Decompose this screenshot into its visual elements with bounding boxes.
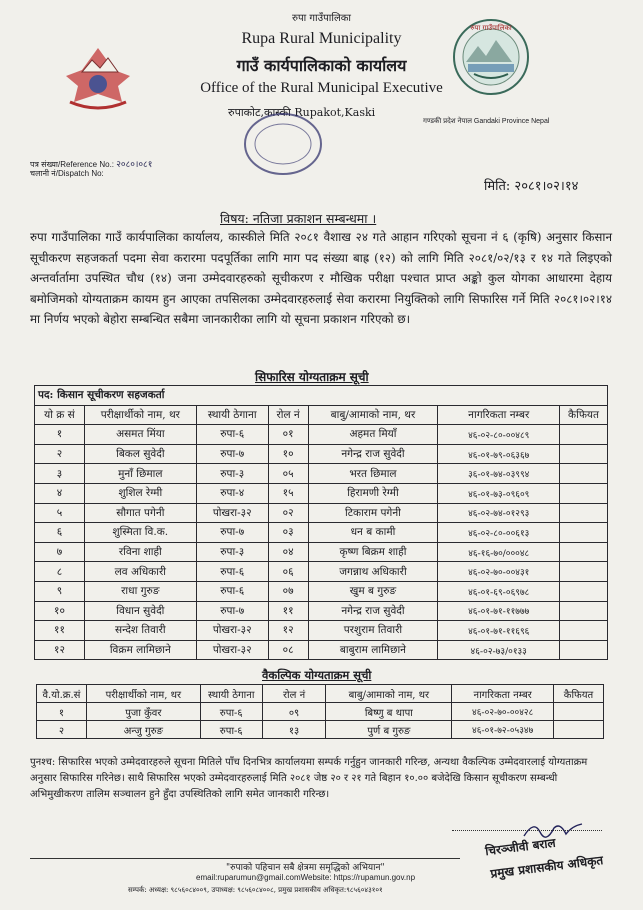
table-cell: ०७ [268, 581, 308, 601]
column-header: यो क्र सं [35, 405, 85, 425]
column-header: रोल नं [268, 405, 308, 425]
table-row [35, 503, 608, 523]
signature-line [452, 830, 602, 831]
table-cell [560, 581, 608, 601]
table-cell [560, 601, 608, 621]
table-cell: ११ [35, 621, 85, 641]
table-cell [560, 621, 608, 641]
post-label: पद: किसान सूचीकरण सहजकर्ता [35, 386, 438, 406]
signatory-title: प्रमुख प्रशासकीय अधिकृत [489, 853, 604, 881]
table-cell: लव अधिकारी [84, 562, 196, 582]
table-cell: १ [37, 703, 87, 721]
table-cell: ५ [35, 503, 85, 523]
table-cell: रुपा-६ [196, 425, 268, 445]
table-cell: शुस्मिता वि.क. [84, 523, 196, 543]
subject-line: विषय: नतिजा प्रकाशन सम्बन्धमा । [220, 211, 377, 226]
table-cell: ४६-०२-७४-०१२९३ [438, 503, 560, 523]
table-cell: १ [35, 425, 85, 445]
table-cell: ४६-०१-७३-०९६०९ [438, 483, 560, 503]
table-row [35, 640, 608, 660]
table-cell: रुपा-७ [196, 523, 268, 543]
footer-slogan: "रुपाको पहिचान सबै क्षेत्रमा समृद्धिको अभियान" [226, 863, 385, 873]
table-cell: धन ब कामी [308, 523, 438, 543]
dispatch-label: चलानी नं/Dispatch No: [30, 169, 104, 178]
table-row [35, 621, 608, 641]
table-cell: ९ [35, 581, 85, 601]
table-row [35, 444, 608, 464]
table-cell: १० [268, 444, 308, 464]
table-cell: रुपा-३ [196, 464, 268, 484]
table-cell: राधा गुरुङ [84, 581, 196, 601]
table-cell: ३६-०१-७४-०३९९४ [438, 464, 560, 484]
reference-label: पत्र संख्या/Reference No.: [30, 160, 115, 169]
table-cell [560, 444, 608, 464]
table-cell: ६ [35, 523, 85, 543]
table-cell: अहमत मियाँ [308, 425, 438, 445]
table-cell: रुपा-७ [196, 444, 268, 464]
table-cell: नगेन्द्र राज सुवेदी [308, 601, 438, 621]
table-cell: ०९ [262, 703, 326, 721]
table-cell: विधान सुवेदी [84, 601, 196, 621]
table-cell: ४६-०१-७१-११६९६ [438, 621, 560, 641]
column-header: बाबु/आमाको नाम, थर [326, 685, 452, 703]
table-cell: रुपा-६ [200, 703, 262, 721]
footer-contact: सम्पर्क: अध्यक्ष: ९८५६०८४००९, उपाध्यक्ष: ९८५६०८४००८, प्रमुख प्रशासकीय अधिकृत:९८५६०४३१०१ [128, 886, 383, 894]
table-cell: पुजा कुँवर [86, 703, 200, 721]
notice-body: रुपा गाउँपालिका गाउँ कार्यपालिका कार्यालय, कास्कीले मिति २०८१ वैशाख २४ गते आहान गरिएको सूचना नं ६ (कृषि) अनुसार किसान सूचीकरण सहजकर्ता पदमा सेवा करारमा पदपूर्तिका लागि माग पद संख्या बाह्र (१२) को लागि मिति २०८१/०२/१३ र १४ गते लिइएको अन्तर्वार्तामा उपस्थित चौध (१४) जना उम्मेदवारहरुको सूचीकरण र मौखिक परीक्षा पश्चात प्राप्त अङ्को कुल योगका आधारमा देहाय बमोजिमको योग्यताक्रम कायम हुन आएका तपसिलका उम्मेदवारहरुलाई सेवा करारमा नियुक्तिको लागि सिफारिस गर्ने मिति २०८१।०२।१४ मा निर्णय भएको बेहोरा सम्बन्धित सबैमा जानकारीका लागि यो सूचना प्रकाशन गरिएको छ। [30, 230, 612, 326]
table-cell: मुनाँ छिमाल [84, 464, 196, 484]
table-cell [560, 640, 608, 660]
table-cell: बाबुराम लामिछाने [308, 640, 438, 660]
table-cell: कृष्ण बिक्रम शाही [308, 542, 438, 562]
table-header-row [35, 405, 608, 425]
province-label: गण्डकी प्रदेश नेपाल Gandaki Province Nepal [423, 118, 550, 125]
table-cell: ०८ [268, 640, 308, 660]
header-top: रुपा गाउँपालिका [291, 13, 352, 24]
table-cell: रुपा-६ [196, 581, 268, 601]
table-cell: २ [37, 721, 87, 739]
column-header: परीक्षार्थीको नाम, थर [84, 405, 196, 425]
alternate-list-title: वैकल्पिक योग्यताक्रम सूची [262, 668, 372, 682]
table-cell: रुपा-६ [200, 721, 262, 739]
column-header: वै.यो.क्र.सं [37, 685, 87, 703]
table-cell: सन्देश तिवारी [84, 621, 196, 641]
table-cell: रविना शाही [84, 542, 196, 562]
table-cell [554, 703, 604, 721]
office-address: रुपाकोट,कास्की Rupakot,Kaski [228, 106, 376, 119]
table-cell: ३ [35, 464, 85, 484]
table-row [35, 523, 608, 543]
table-cell: टिकाराम पगेनी [308, 503, 438, 523]
table-cell [560, 464, 608, 484]
table-cell: ०५ [268, 464, 308, 484]
table-cell: ०४ [268, 542, 308, 562]
rupa-municipality-logo [452, 18, 530, 96]
table-row [35, 562, 608, 582]
table-cell: ४६-०१-७९-०६३६७ [438, 444, 560, 464]
office-name-en: Office of the Rural Municipal Executive [200, 80, 443, 96]
office-name-np: गाउँ कार्यपालिकाको कार्यालय [236, 56, 407, 75]
alternate-list-table [36, 684, 604, 739]
table-cell [554, 721, 604, 739]
table-cell: ४६-१६-७०/०००४८ [438, 542, 560, 562]
table-row [37, 703, 604, 721]
table-cell: ०१ [268, 425, 308, 445]
table-cell: बिष्णु ब थापा [326, 703, 452, 721]
table-header-row [37, 685, 604, 703]
table-row [35, 483, 608, 503]
column-header: परीक्षार्थीको नाम, थर [86, 685, 200, 703]
table-cell: रुपा-७ [196, 601, 268, 621]
table-cell [560, 483, 608, 503]
table-cell: ४६-०१-७१-११७७७ [438, 601, 560, 621]
table-cell: पोखरा-३२ [196, 621, 268, 641]
table-cell: ४ [35, 483, 85, 503]
table-cell: रुपा-३ [196, 542, 268, 562]
table-cell: ७ [35, 542, 85, 562]
column-header: कैफियत [554, 685, 604, 703]
table-cell: ०६ [268, 562, 308, 582]
column-header: रोल नं [262, 685, 326, 703]
table-cell: ४६-०१-६९-०६९७८ [438, 581, 560, 601]
reference-value: २०८०।०८१ [116, 160, 153, 170]
table-cell [560, 523, 608, 543]
recommended-list-table [34, 385, 608, 660]
right-logo-text: रुपा गाउँपालिका [470, 24, 512, 32]
table-cell: २ [35, 444, 85, 464]
table-cell: अन्जु गुरुङ [86, 721, 200, 739]
table-cell: ४६-०२-७०-००४२८ [452, 703, 554, 721]
table-row [35, 601, 608, 621]
table-cell [560, 425, 608, 445]
table-cell: १२ [35, 640, 85, 660]
table-cell: ४६-०२-७०-००४३१ [438, 562, 560, 582]
footer-email-website: email:ruparumun@gmail.comWebsite: https://rupamun.gov.np [196, 873, 416, 882]
table-cell: १२ [268, 621, 308, 641]
table-row [35, 464, 608, 484]
table-cell: विक्रम लामिछाने [84, 640, 196, 660]
table-cell: ४६-०२-८०-००४८९ [438, 425, 560, 445]
column-header: नागरिकता नम्बर [452, 685, 554, 703]
column-header: नागरिकता नम्बर [438, 405, 560, 425]
table-cell: नगेन्द्र राज सुवेदी [308, 444, 438, 464]
table-cell: ८ [35, 562, 85, 582]
table-cell: जगन्नाथ अधिकारी [308, 562, 438, 582]
table-row [37, 721, 604, 739]
post-row [35, 386, 608, 406]
table-cell: असमत मिंया [84, 425, 196, 445]
table-cell [560, 562, 608, 582]
column-header: स्थायी ठेगाना [200, 685, 262, 703]
column-header: स्थायी ठेगाना [196, 405, 268, 425]
table-cell: ०२ [268, 503, 308, 523]
table-cell: पोखरा-३२ [196, 640, 268, 660]
table-cell: ४६-०२-८०-००६१३ [438, 523, 560, 543]
table-cell: १० [35, 601, 85, 621]
nepal-emblem-logo [52, 40, 144, 120]
table-row [35, 425, 608, 445]
table-cell: ४६-०१-७२-०५३४७ [452, 721, 554, 739]
municipality-name: Rupa Rural Municipality [241, 30, 402, 47]
table-cell: परशुराम तिवारी [308, 621, 438, 641]
column-header: कैफियत [560, 405, 608, 425]
table-cell: शुशिल रेग्मी [84, 483, 196, 503]
table-cell [560, 503, 608, 523]
table-cell: हिरामणी रेग्मी [308, 483, 438, 503]
column-header: बाबु/आमाको नाम, थर [308, 405, 438, 425]
table-cell: पुर्ण ब गुरुङ [326, 721, 452, 739]
table-cell: ११ [268, 601, 308, 621]
table-cell: पोखरा-३२ [196, 503, 268, 523]
table-row [35, 542, 608, 562]
table-row [35, 581, 608, 601]
postscript-note: पुनश्च: सिफारिस भएको उम्मेदवारहरुले सूचना मितिले पाँच दिनभित्र कार्यालयमा सम्पर्क गर्नुहुन जानकारी गरिन्छ, अन्यथा वैकल्पिक उम्मेदवारलाई योग्यताक्रम अनुसार सिफारिस गरिनेछ। साथै सिफारिस भएको उम्मेदवारहरुलाई मिति २०८१ जेष्ठ २० र २१ गते बिहान १०.०० बजेदेखि किसान सूचीकरण सम्बन्धी अभिमुखीकरण तालिम सञ्चालन हुने हुँदा उपस्थितिको लागि समेत जानकारी गरिन्छ। [30, 757, 588, 800]
table-cell: बिकल सुवेदी [84, 444, 196, 464]
table-cell: भरत छिमाल [308, 464, 438, 484]
recommended-list-title: सिफारिस योग्यताक्रम सूची [255, 370, 369, 384]
footer-divider [30, 858, 460, 859]
table-cell: रुपा-६ [196, 562, 268, 582]
table-cell: ४६-०२-७३/०१३३ [438, 640, 560, 660]
table-cell [560, 542, 608, 562]
table-cell: खुम ब गुरुङ [308, 581, 438, 601]
table-cell: ०३ [268, 523, 308, 543]
table-cell: १५ [268, 483, 308, 503]
notice-date: मिति: २०८१।०२।१४ [484, 179, 579, 194]
table-cell: सौगात पगेनी [84, 503, 196, 523]
office-stamp [240, 108, 326, 180]
table-cell: रुपा-४ [196, 483, 268, 503]
signatory-name: चिरञ्जीवी बराल [484, 835, 557, 859]
table-cell: १३ [262, 721, 326, 739]
